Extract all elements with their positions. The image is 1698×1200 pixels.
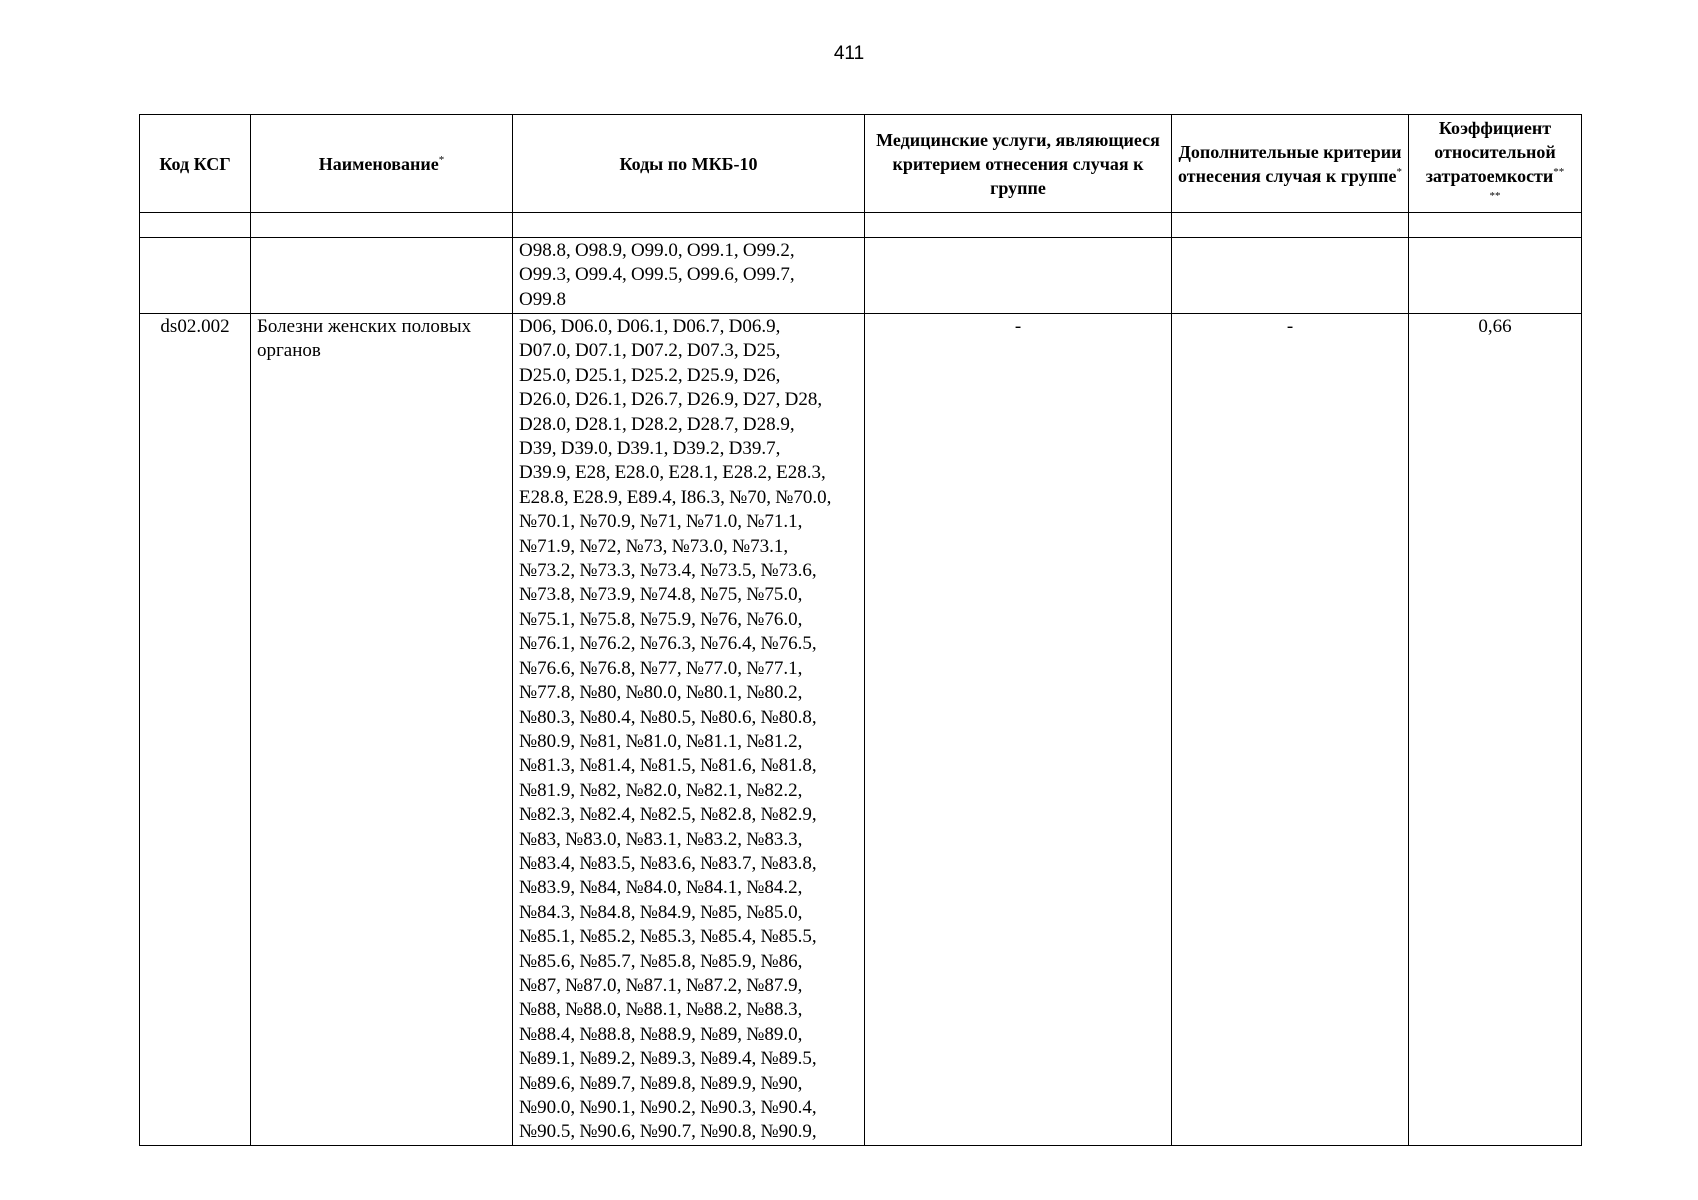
mkb-line: O99.8 (519, 288, 566, 310)
continuation-criteria-cell (1172, 238, 1409, 314)
continuation-row (140, 238, 1582, 314)
mkb-codes-cell (513, 314, 865, 1146)
mkb-line: D39, D39.0, D39.1, D39.2, D39.7, (519, 438, 781, 460)
mkb-line: №80.9, №81, №81.0, №81.1, №81.2, (519, 730, 803, 752)
mkb-line: №84.3, №84.8, №84.9, №85, №85.0, (519, 901, 803, 923)
mkb-line: №90.0, №90.1, №90.2, №90.3, №90.4, (519, 1097, 817, 1118)
page-number: 411 (833, 43, 865, 64)
mkb-line: E28.8, E28.9, E89.4, I86.3, №70, №70.0, (519, 486, 832, 508)
footnote-mark: ** (1489, 189, 1501, 202)
continuation-services-cell (865, 238, 1172, 314)
criteria-cell: - (1172, 314, 1409, 1146)
mkb-line: №76.1, №76.2, №76.3, №76.4, №76.5, (519, 633, 817, 655)
mkb-line: №81.9, №82, №82.0, №82.1, №82.2, (519, 779, 803, 801)
spacer-cell (513, 213, 865, 238)
services-cell: - (865, 314, 1172, 1146)
continuation-code-cell (140, 238, 251, 314)
mkb-line: №85.1, №85.2, №85.3, №85.4, №85.5, (519, 926, 817, 948)
mkb-line: №73.8, №73.9, №74.8, №75, №75.0, (519, 584, 803, 606)
mkb-line: №83, №83.0, №83.1, №83.2, №83.3, (519, 828, 803, 850)
spacer-cell (1172, 213, 1409, 238)
mkb-line: №88.4, №88.8, №88.9, №89, №89.0, (519, 1023, 803, 1045)
mkb-line: D06, D06.0, D06.1, D06.7, D06.9, (519, 316, 781, 337)
header-mkb: Коды по МКБ-10 (513, 115, 865, 213)
continuation-coef-cell (1409, 238, 1582, 314)
mkb-line: №76.6, №76.8, №77, №77.0, №77.1, (519, 657, 803, 679)
continuation-name-cell (251, 238, 513, 314)
ksg-table (139, 114, 1582, 1146)
mkb-line: №73.2, №73.3, №73.4, №73.5, №73.6, (519, 560, 817, 582)
mkb-line: O99.3, O99.4, O99.5, O99.6, O99.7, (519, 264, 795, 286)
mkb-line: №82.3, №82.4, №82.5, №82.8, №82.9, (519, 804, 817, 826)
footnote-mark: ** (1553, 165, 1565, 178)
mkb-line: D28.0, D28.1, D28.2, D28.7, D28.9, (519, 413, 795, 435)
mkb-line: №75.1, №75.8, №75.9, №76, №76.0, (519, 608, 803, 630)
coefficient-cell: 0,66 (1409, 314, 1582, 1146)
mkb-line: №83.4, №83.5, №83.6, №83.7, №83.8, (519, 852, 817, 874)
ksg-code: ds02.002 (140, 314, 251, 1146)
mkb-line: №88, №88.0, №88.1, №88.2, №88.3, (519, 999, 803, 1021)
mkb-line: №89.6, №89.7, №89.8, №89.9, №90, (519, 1072, 803, 1094)
header-row (140, 115, 1582, 213)
table-row (140, 314, 1582, 1146)
ksg-name: Болезни женских половых органов (251, 314, 513, 1146)
mkb-line: №87, №87.0, №87.1, №87.2, №87.9, (519, 974, 803, 996)
mkb-line: №83.9, №84, №84.0, №84.1, №84.2, (519, 877, 803, 899)
spacer-cell (251, 213, 513, 238)
mkb-line: №71.9, №72, №73, №73.0, №73.1, (519, 535, 789, 557)
continuation-mkb-cell (513, 238, 865, 314)
mkb-line: D39.9, E28, E28.0, E28.1, E28.2, E28.3, (519, 462, 826, 484)
mkb-line: №70.1, №70.9, №71, №71.0, №71.1, (519, 511, 803, 533)
mkb-line: №85.6, №85.7, №85.8, №85.9, №86, (519, 950, 803, 972)
header-code: Код КСГ (140, 115, 251, 213)
mkb-line: №90.5, №90.6, №90.7, №90.8, №90.9, (519, 1121, 817, 1143)
mkb-line: D25.0, D25.1, D25.2, D25.9, D26, (519, 364, 781, 386)
mkb-line: №81.3, №81.4, №81.5, №81.6, №81.8, (519, 755, 817, 777)
mkb-line: D26.0, D26.1, D26.7, D26.9, D27, D28, (519, 389, 823, 411)
mkb-line: №89.1, №89.2, №89.3, №89.4, №89.5, (519, 1048, 817, 1070)
mkb-line: №77.8, №80, №80.0, №80.1, №80.2, (519, 682, 803, 704)
spacer-row (140, 213, 1582, 238)
spacer-cell (140, 213, 251, 238)
header-criteria: Дополнительные критерии отнесения случая к группе* (1172, 115, 1409, 213)
header-name: Наименование* (251, 115, 513, 213)
footnote-mark: * (1396, 165, 1402, 178)
mkb-line: O98.8, O98.9, O99.0, O99.1, O99.2, (519, 240, 795, 261)
footnote-mark: * (438, 153, 445, 166)
spacer-cell (865, 213, 1172, 238)
mkb-line: №80.3, №80.4, №80.5, №80.6, №80.8, (519, 706, 817, 728)
spacer-cell (1409, 213, 1582, 238)
header-coef: Коэффициент относительной затратоемкости** ** (1409, 115, 1582, 213)
header-services: Медицинские услуги, являющиеся критерием отнесения случая к группе (865, 115, 1172, 213)
mkb-line: D07.0, D07.1, D07.2, D07.3, D25, (519, 340, 781, 362)
